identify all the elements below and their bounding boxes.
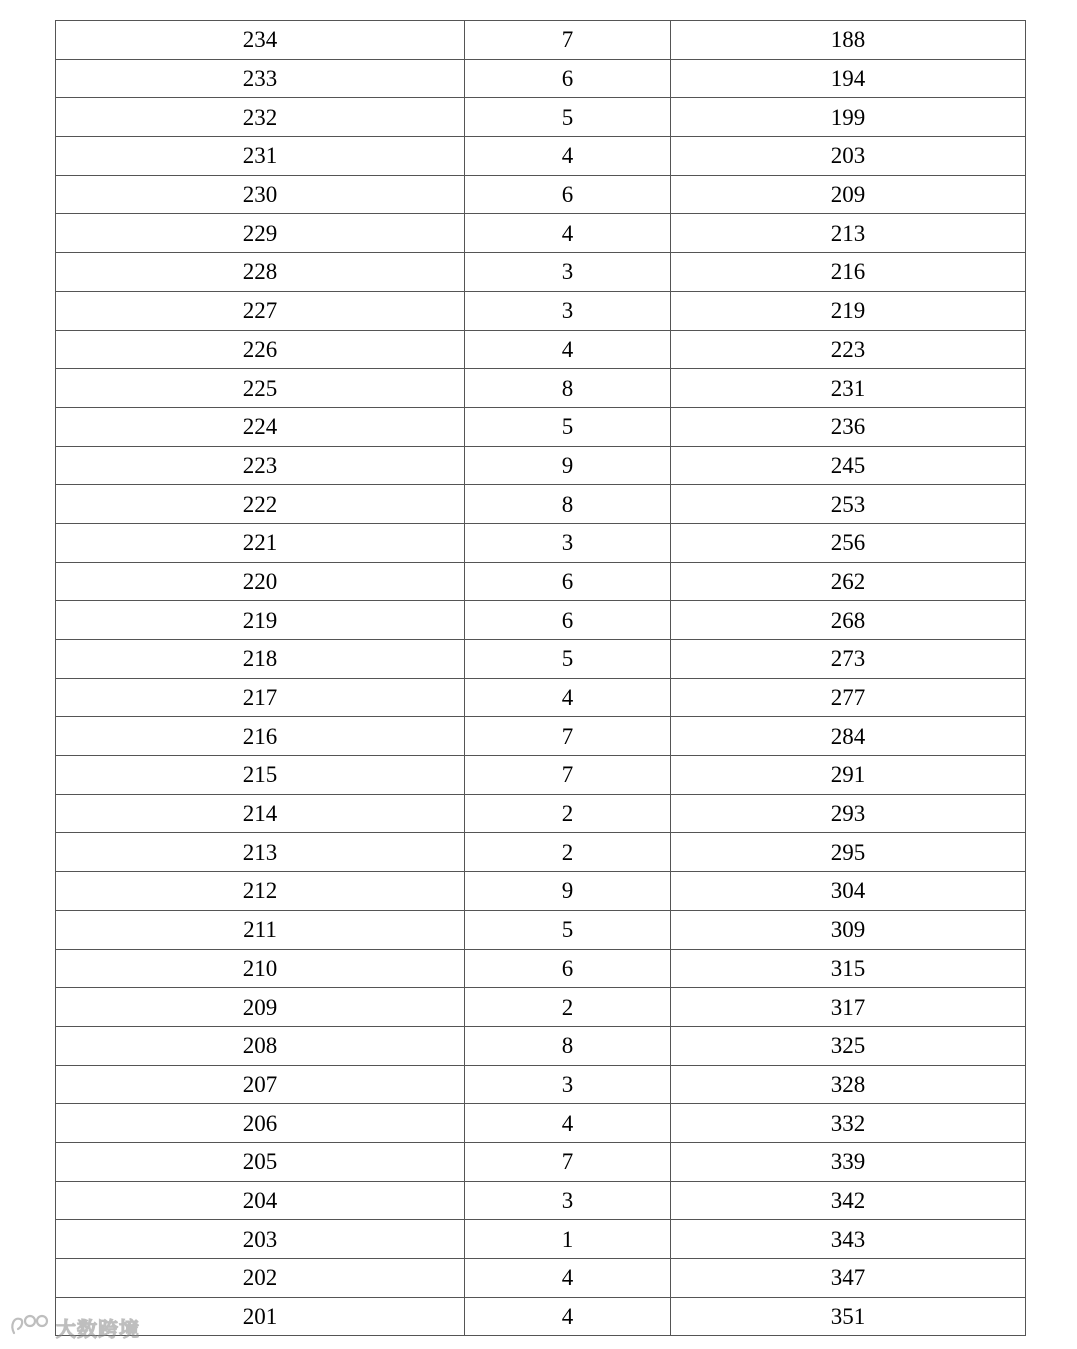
table-row <box>56 253 1026 292</box>
cumulative-cell: 213 <box>671 214 1026 253</box>
table-row <box>56 175 1026 214</box>
table-row <box>56 1297 1026 1336</box>
score-distribution-table <box>55 20 1026 1336</box>
watermark-text: 大数跨境 <box>56 1316 140 1341</box>
count-cell: 4 <box>465 678 671 717</box>
score-cell: 234 <box>56 21 465 60</box>
table-row <box>56 833 1026 872</box>
score-cell: 231 <box>56 137 465 176</box>
score-cell: 215 <box>56 756 465 795</box>
count-cell: 5 <box>465 910 671 949</box>
score-cell: 206 <box>56 1104 465 1143</box>
cumulative-cell: 209 <box>671 175 1026 214</box>
score-cell: 217 <box>56 678 465 717</box>
cumulative-cell: 309 <box>671 910 1026 949</box>
table-row <box>56 21 1026 60</box>
count-cell: 2 <box>465 794 671 833</box>
score-cell: 230 <box>56 175 465 214</box>
table-body <box>56 21 1026 1336</box>
count-cell: 8 <box>465 485 671 524</box>
cumulative-cell: 284 <box>671 717 1026 756</box>
count-cell: 2 <box>465 988 671 1027</box>
table-row <box>56 717 1026 756</box>
cumulative-cell: 188 <box>671 21 1026 60</box>
cumulative-cell: 236 <box>671 407 1026 446</box>
score-cell: 201 <box>56 1297 465 1336</box>
count-cell: 6 <box>465 601 671 640</box>
score-cell: 229 <box>56 214 465 253</box>
cumulative-cell: 231 <box>671 369 1026 408</box>
cumulative-cell: 216 <box>671 253 1026 292</box>
table-row <box>56 562 1026 601</box>
logo-icon <box>8 1311 52 1344</box>
score-cell: 205 <box>56 1142 465 1181</box>
count-cell: 4 <box>465 1297 671 1336</box>
cumulative-cell: 343 <box>671 1220 1026 1259</box>
cumulative-cell: 325 <box>671 1026 1026 1065</box>
cumulative-cell: 253 <box>671 485 1026 524</box>
table-row <box>56 988 1026 1027</box>
count-cell: 4 <box>465 1104 671 1143</box>
table-row <box>56 485 1026 524</box>
score-cell: 210 <box>56 949 465 988</box>
cumulative-cell: 262 <box>671 562 1026 601</box>
count-cell: 3 <box>465 253 671 292</box>
table-row <box>56 794 1026 833</box>
cumulative-cell: 342 <box>671 1181 1026 1220</box>
count-cell: 7 <box>465 717 671 756</box>
score-cell: 221 <box>56 523 465 562</box>
count-cell: 5 <box>465 98 671 137</box>
score-cell: 211 <box>56 910 465 949</box>
score-cell: 228 <box>56 253 465 292</box>
cumulative-cell: 295 <box>671 833 1026 872</box>
table-row <box>56 756 1026 795</box>
table-row <box>56 523 1026 562</box>
score-cell: 232 <box>56 98 465 137</box>
table-row <box>56 1142 1026 1181</box>
score-cell: 224 <box>56 407 465 446</box>
count-cell: 6 <box>465 175 671 214</box>
table-row <box>56 137 1026 176</box>
table-row <box>56 59 1026 98</box>
table-row <box>56 330 1026 369</box>
score-cell: 202 <box>56 1259 465 1298</box>
cumulative-cell: 351 <box>671 1297 1026 1336</box>
score-cell: 220 <box>56 562 465 601</box>
count-cell: 3 <box>465 1181 671 1220</box>
score-cell: 209 <box>56 988 465 1027</box>
cumulative-cell: 245 <box>671 446 1026 485</box>
cumulative-cell: 273 <box>671 640 1026 679</box>
score-cell: 208 <box>56 1026 465 1065</box>
table-row <box>56 1104 1026 1143</box>
cumulative-cell: 223 <box>671 330 1026 369</box>
score-cell: 219 <box>56 601 465 640</box>
table-row <box>56 1259 1026 1298</box>
score-cell: 212 <box>56 872 465 911</box>
count-cell: 6 <box>465 949 671 988</box>
table-row <box>56 949 1026 988</box>
count-cell: 2 <box>465 833 671 872</box>
cumulative-cell: 291 <box>671 756 1026 795</box>
count-cell: 6 <box>465 59 671 98</box>
count-cell: 5 <box>465 407 671 446</box>
table-row <box>56 369 1026 408</box>
count-cell: 3 <box>465 1065 671 1104</box>
score-cell: 213 <box>56 833 465 872</box>
score-cell: 233 <box>56 59 465 98</box>
score-cell: 207 <box>56 1065 465 1104</box>
table-row <box>56 446 1026 485</box>
table-row <box>56 1026 1026 1065</box>
cumulative-cell: 277 <box>671 678 1026 717</box>
table-row <box>56 678 1026 717</box>
score-cell: 204 <box>56 1181 465 1220</box>
score-cell: 227 <box>56 291 465 330</box>
cumulative-cell: 328 <box>671 1065 1026 1104</box>
score-cell: 225 <box>56 369 465 408</box>
cumulative-cell: 315 <box>671 949 1026 988</box>
cumulative-cell: 268 <box>671 601 1026 640</box>
table-row <box>56 640 1026 679</box>
count-cell: 7 <box>465 1142 671 1181</box>
count-cell: 9 <box>465 872 671 911</box>
cumulative-cell: 332 <box>671 1104 1026 1143</box>
score-cell: 214 <box>56 794 465 833</box>
table-row <box>56 407 1026 446</box>
count-cell: 7 <box>465 756 671 795</box>
count-cell: 3 <box>465 523 671 562</box>
table-row <box>56 601 1026 640</box>
count-cell: 3 <box>465 291 671 330</box>
cumulative-cell: 347 <box>671 1259 1026 1298</box>
count-cell: 5 <box>465 640 671 679</box>
score-cell: 203 <box>56 1220 465 1259</box>
watermark <box>8 1312 140 1342</box>
table-row <box>56 98 1026 137</box>
count-cell: 9 <box>465 446 671 485</box>
table-row <box>56 1065 1026 1104</box>
table-row <box>56 872 1026 911</box>
score-cell: 216 <box>56 717 465 756</box>
table-row <box>56 910 1026 949</box>
table-row <box>56 214 1026 253</box>
table-row <box>56 1181 1026 1220</box>
count-cell: 4 <box>465 1259 671 1298</box>
score-cell: 218 <box>56 640 465 679</box>
cumulative-cell: 317 <box>671 988 1026 1027</box>
cumulative-cell: 219 <box>671 291 1026 330</box>
count-cell: 4 <box>465 214 671 253</box>
cumulative-cell: 304 <box>671 872 1026 911</box>
count-cell: 8 <box>465 369 671 408</box>
cumulative-cell: 339 <box>671 1142 1026 1181</box>
count-cell: 8 <box>465 1026 671 1065</box>
count-cell: 1 <box>465 1220 671 1259</box>
count-cell: 7 <box>465 21 671 60</box>
count-cell: 4 <box>465 330 671 369</box>
cumulative-cell: 293 <box>671 794 1026 833</box>
table-row <box>56 291 1026 330</box>
score-cell: 223 <box>56 446 465 485</box>
count-cell: 6 <box>465 562 671 601</box>
cumulative-cell: 203 <box>671 137 1026 176</box>
score-cell: 222 <box>56 485 465 524</box>
count-cell: 4 <box>465 137 671 176</box>
table-row <box>56 1220 1026 1259</box>
cumulative-cell: 256 <box>671 523 1026 562</box>
score-cell: 226 <box>56 330 465 369</box>
cumulative-cell: 199 <box>671 98 1026 137</box>
cumulative-cell: 194 <box>671 59 1026 98</box>
